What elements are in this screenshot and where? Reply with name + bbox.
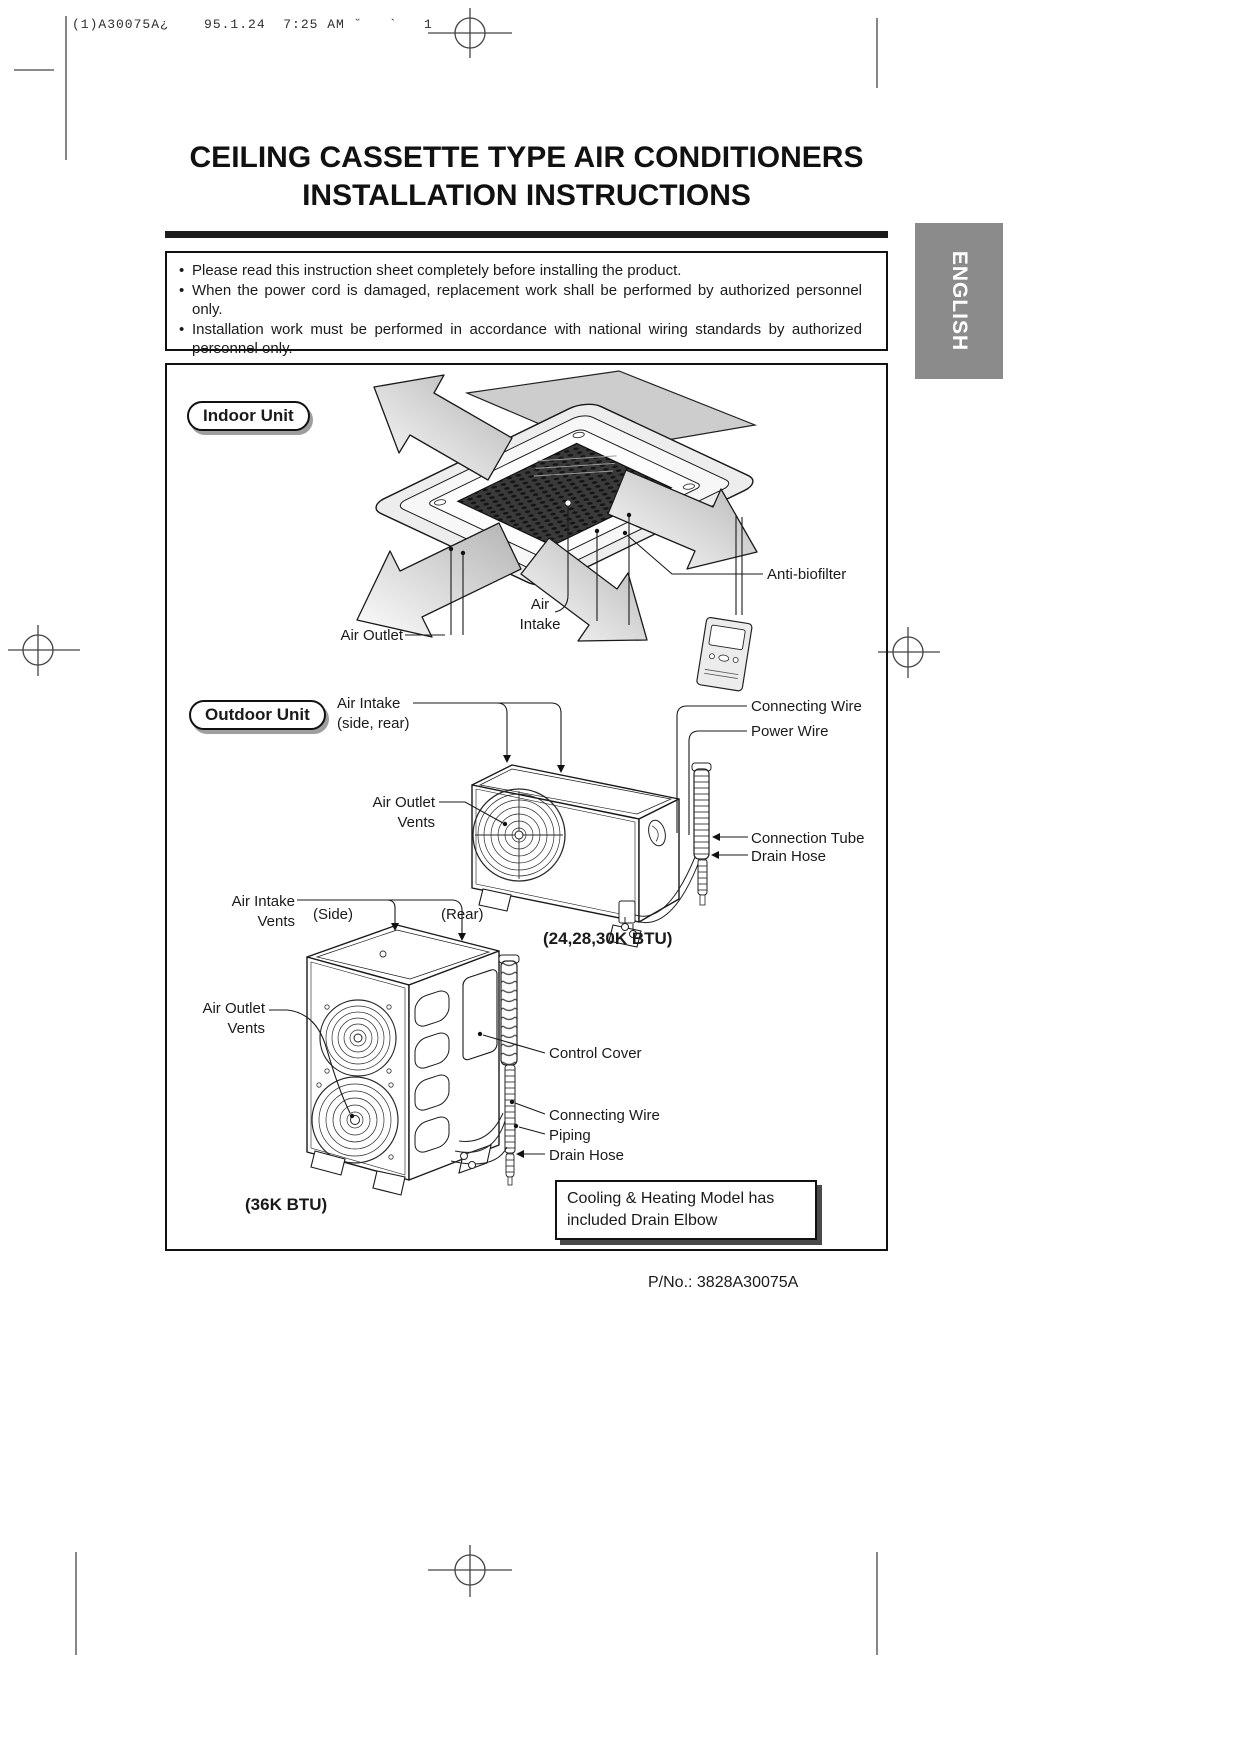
label-anti-biofilter: Anti-biofilter	[767, 566, 847, 583]
caption-24-28-30k-btu: (24,28,30K BTU)	[543, 929, 673, 948]
part-number: P/No.: 3828A30075A	[648, 1274, 799, 1291]
label-rear: (Rear)	[441, 906, 484, 923]
drain-elbow-note-line2: included Drain Elbow	[567, 1212, 718, 1229]
label-connecting-wire-24k: Connecting Wire	[751, 698, 862, 715]
caption-36k-btu: (36K BTU)	[245, 1195, 328, 1214]
label-air-outlet-24k-line1: Air Outlet	[372, 794, 435, 811]
title-divider	[165, 231, 888, 238]
label-air-intake-indoor	[505, 595, 575, 635]
label-air-intake-36k-line1: Air Intake	[231, 893, 295, 910]
label-air-outlet-indoor: Air Outlet	[340, 627, 403, 644]
notice-text: Please read this instruction sheet completely before installing the product.	[192, 262, 682, 279]
diagram-panel	[165, 363, 888, 1251]
outdoor-unit-badge: Outdoor Unit	[189, 700, 326, 730]
label-air-outlet-36k-line1: Air Outlet	[202, 1000, 265, 1017]
notice-item	[179, 320, 862, 359]
label-air-intake-24k	[337, 694, 410, 734]
bullet-icon: •	[179, 320, 185, 338]
label-air-intake-line2: Intake	[519, 616, 561, 633]
remote-control-illustration	[696, 617, 752, 691]
bullet-icon: •	[179, 281, 185, 299]
label-air-intake-24k-line1: Air Intake	[337, 695, 401, 712]
label-air-outlet-vents-24k	[369, 793, 435, 833]
bullet-icon: •	[179, 262, 185, 279]
label-power-wire: Power Wire	[751, 723, 829, 740]
label-air-intake-line1: Air	[530, 596, 550, 613]
language-tab-label: ENGLISH	[948, 250, 971, 352]
notice-item	[179, 281, 862, 320]
diagram-artwork	[167, 365, 886, 1249]
notice-text: Installation work must be performed in accordance with national wiring standards by authorized personnel only.	[192, 320, 862, 357]
label-connection-tube: Connection Tube	[751, 830, 865, 847]
notice-box	[165, 251, 888, 357]
label-drain-hose-24k: Drain Hose	[751, 848, 827, 865]
indoor-unit-badge: Indoor Unit	[187, 401, 310, 431]
notice-item	[179, 261, 862, 281]
label-drain-hose-36k: Drain Hose	[549, 1147, 625, 1164]
label-air-outlet-24k-line2: Vents	[397, 814, 435, 831]
notice-text: When the power cord is damaged, replacement work shall be performed by authorized personnel only.	[192, 281, 862, 318]
label-side: (Side)	[313, 906, 354, 923]
label-piping: Piping	[549, 1127, 591, 1144]
label-air-intake-36k-line2: Vents	[257, 913, 295, 930]
label-air-outlet-vents-36k	[197, 999, 265, 1039]
drain-elbow-note-line1: Cooling & Heating Model has	[567, 1190, 775, 1207]
label-control-cover: Control Cover	[549, 1045, 642, 1062]
label-air-intake-vents-36k	[223, 892, 295, 932]
outdoor-unit-36k-illustration	[269, 900, 545, 1195]
page-title-line2: INSTALLATION INSTRUCTIONS	[302, 179, 751, 212]
language-tab	[915, 223, 1003, 379]
drain-elbow-note-box	[555, 1180, 817, 1240]
label-air-intake-24k-line2: (side, rear)	[337, 715, 410, 732]
label-connecting-wire-36k: Connecting Wire	[549, 1107, 660, 1124]
page-title	[165, 139, 888, 215]
page-title-line1: CEILING CASSETTE TYPE AIR CONDITIONERS	[189, 141, 864, 174]
label-air-outlet-36k-line2: Vents	[227, 1020, 265, 1037]
print-header-text: (1)A30075A¿ 95.1.24 7:25 AM ˘ ` 1	[72, 17, 433, 32]
